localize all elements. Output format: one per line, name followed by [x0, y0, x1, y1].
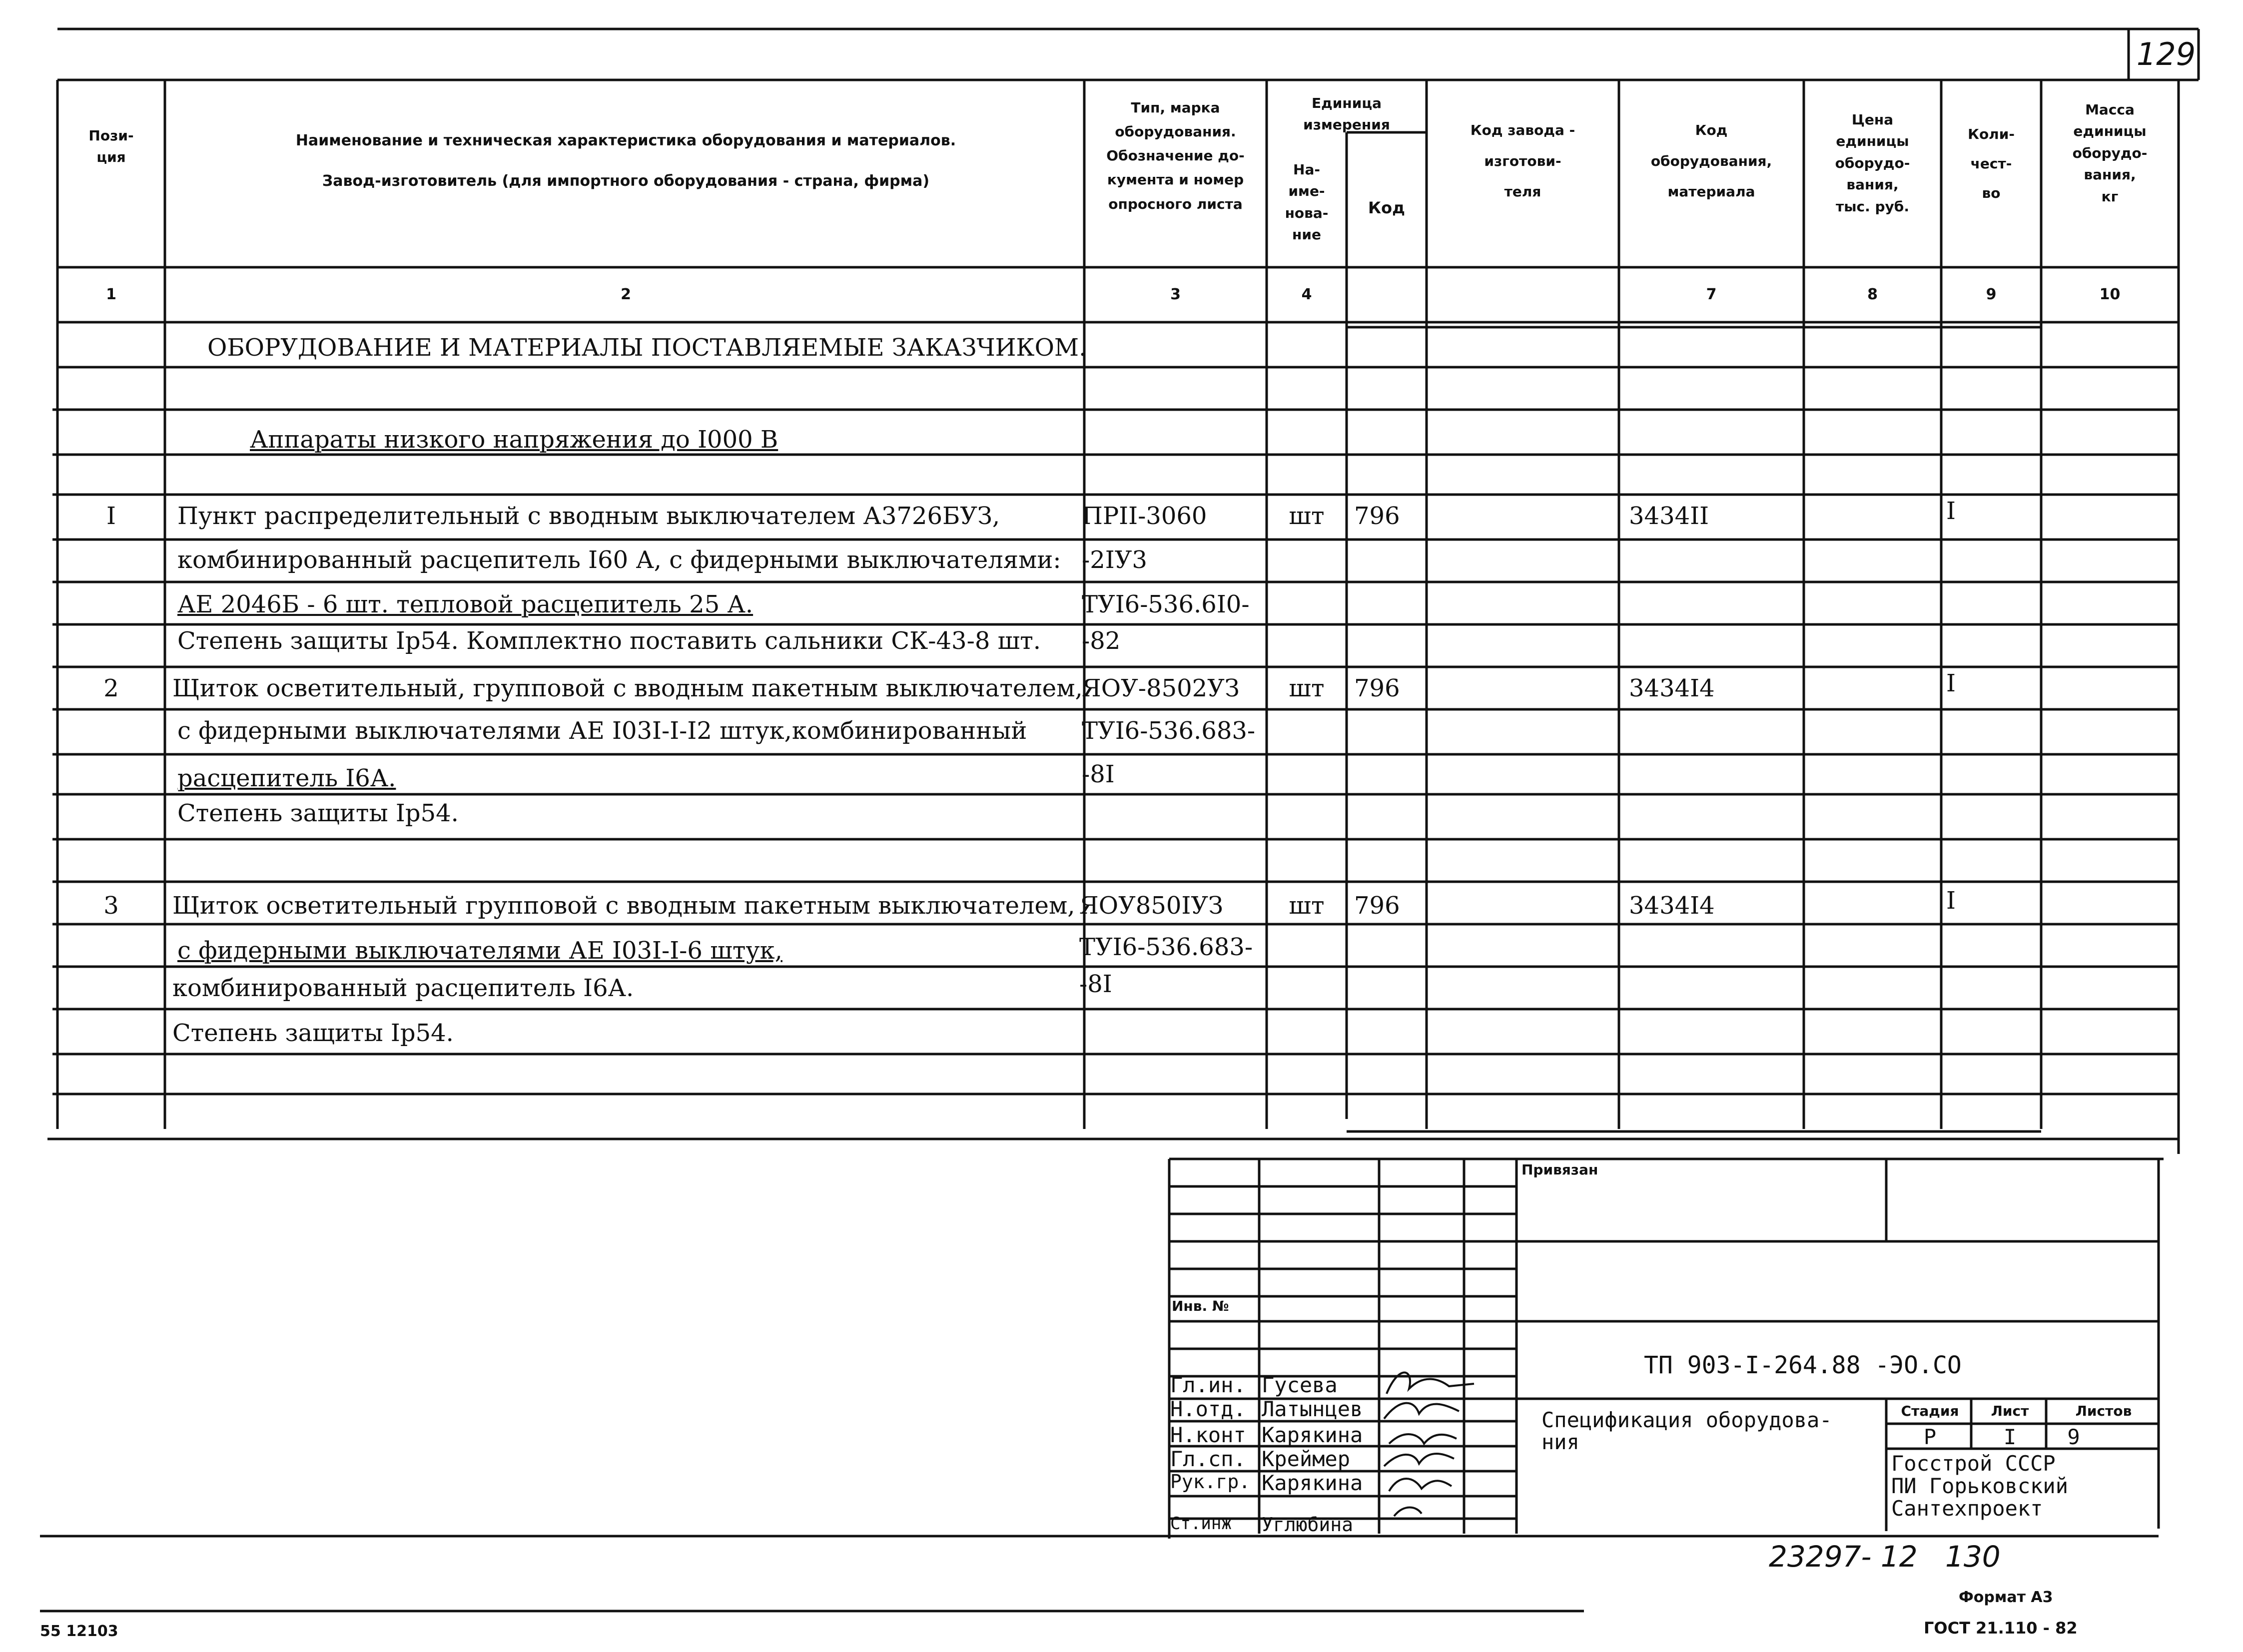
header-mass: Масса единицы оборудо- вания, кг [2072, 101, 2148, 205]
item-2-pos: 2 [103, 674, 119, 702]
header-name: Наименование и техническая характеристика оборудования и материалов. Завод-изготовитель (для импортного оборудования - страна, фирма) [295, 132, 956, 190]
section-title: ОБОРУДОВАНИЕ И МАТЕРИАЛЫ ПОСТАВЛЯЕМЫЕ ЗАКАЗЧИКОМ. [207, 334, 1087, 362]
item-2-line-1: Щиток осветительный, групповой с вводным пакетным выключателем, [172, 674, 1083, 702]
tb-name-2: Латынцев [1262, 1397, 1363, 1421]
colnum-2: 2 [621, 286, 631, 303]
tb-doc-title-1: Спецификация оборудова- [1541, 1408, 1832, 1432]
item-3-line-2: с фидерными выключателями АЕ I03I-I-6 штук, [177, 937, 782, 965]
signatures [1384, 1373, 1474, 1517]
item-1-type-2: -2IУ3 [1082, 546, 1147, 574]
item-3-line-1: Щиток осветительный групповой с вводным пакетным выключателем, [172, 892, 1075, 920]
item-1-line-1: Пункт распределительный с вводным выключателем А3726БУЗ, [177, 502, 1000, 530]
header-price: Цена единицы оборудо- вания, тыс. руб. [1835, 111, 1910, 215]
tb-sheet-label: Лист [1991, 1403, 2029, 1419]
item-3-type-3: -8I [1079, 970, 1112, 998]
item-2-type-3: -8I [1082, 760, 1115, 788]
item-2-unit-code: 796 [1354, 674, 1400, 702]
header-unit-code: Код [1368, 198, 1405, 217]
tb-org-1: Госстрой СССР [1891, 1451, 2056, 1476]
tb-sheet: I [2003, 1425, 2017, 1449]
item-1-qty: I [1946, 497, 1956, 525]
header-unit: Единица измерения [1303, 95, 1390, 133]
item-3-type-1: ЯОУ850IУЗ [1079, 892, 1223, 920]
item-1-type-1: ПРII-3060 [1082, 502, 1207, 530]
colnum-10: 10 [2099, 286, 2121, 303]
tb-sheets-label: Листов [2075, 1403, 2132, 1419]
header-type: Тип, марка оборудования. Обозначение до- кумента и номер опросного листа [1106, 99, 1245, 212]
item-1-line-3: АЕ 2046Б - 6 шт. тепловой расцепитель 25 А. [177, 590, 753, 618]
tb-doc-title-2: ния [1541, 1430, 1579, 1454]
item-2-type-1: ЯОУ-8502УЗ [1082, 674, 1240, 702]
item-1-pos: I [106, 502, 116, 530]
item-3-line-4: Степень защиты Ip54. [172, 1019, 454, 1047]
format-label: Формат А3 [1959, 1589, 2053, 1606]
sheet-number: 129 [2136, 36, 2196, 72]
gost-label: ГОСТ 21.110 - 82 [1924, 1619, 2078, 1638]
item-3-equip-code: 3434I4 [1629, 892, 1715, 920]
tb-name-5: Карякина [1262, 1471, 1363, 1495]
subsection-title: Аппараты низкого напряжения до I000 В [250, 426, 778, 454]
tb-stage: Р [1923, 1425, 1937, 1449]
item-2-line-2: с фидерными выключателями АЕ I03I-I-I2 штук,комбинированный [177, 717, 1027, 745]
header-unit-name: На- име- нова- ние [1285, 161, 1329, 243]
item-1-unit-code: 796 [1354, 502, 1400, 530]
item-1-type-4: -82 [1082, 627, 1121, 655]
handwritten-number: 23297- 12 130 [1769, 1540, 2001, 1574]
tb-role-2: Н.отд. [1170, 1397, 1246, 1421]
colnum-8: 8 [1867, 286, 1878, 303]
item-3-unit-code: 796 [1354, 892, 1400, 920]
colnum-1: 1 [106, 286, 116, 303]
tb-role-3: Н.конт [1170, 1423, 1246, 1447]
header-plant: Код завода - изготови- теля [1470, 122, 1575, 200]
item-2-line-3: расцепитель I6А. [177, 764, 396, 792]
item-3-type-2: ТУI6-536.683- [1079, 933, 1253, 961]
tb-role-5: Рук.гр. [1170, 1471, 1251, 1493]
item-3-qty: I [1946, 887, 1956, 915]
tb-sheets: 9 [2067, 1425, 2080, 1449]
colnum-3: 3 [1170, 286, 1181, 303]
colnum-4: 4 [1301, 286, 1312, 303]
item-3-pos: 3 [103, 892, 119, 920]
colnum-9: 9 [1986, 286, 1997, 303]
tb-privyazan: Привязан [1521, 1161, 1598, 1178]
colnum-7: 7 [1706, 286, 1717, 303]
item-1-line-4: Степень защиты Ip54. Комплектно поставить сальники СК-43-8 шт. [177, 627, 1041, 655]
item-1-unit-name: шт [1289, 502, 1325, 530]
item-2-type-2: ТУI6-536.683- [1082, 717, 1256, 745]
tb-org-2: ПИ Горьковский [1891, 1474, 2069, 1498]
item-2-qty: I [1946, 669, 1956, 697]
item-1-equip-code: 3434II [1629, 502, 1709, 530]
tb-name-1: Гусева [1262, 1373, 1338, 1397]
item-2-line-4: Степень защиты Ip54. [177, 799, 459, 827]
tb-role-6: Ст.инж [1170, 1514, 1232, 1534]
tb-name-4: Креймер [1262, 1447, 1351, 1471]
tb-doc-code: ТП 903-I-264.88 -ЭО.СО [1644, 1351, 1962, 1379]
tb-role-4: Гл.сп. [1170, 1447, 1246, 1471]
bottom-left-code: 55 12103 [40, 1623, 118, 1640]
item-3-unit-name: шт [1289, 892, 1325, 920]
header-qty: Коли- чест- во [1968, 126, 2015, 201]
item-3-line-3: комбинированный расцепитель I6А. [172, 974, 634, 1002]
tb-name-6: Углюбина [1262, 1514, 1354, 1534]
tb-name-3: Карякина [1262, 1423, 1363, 1447]
item-2-unit-name: шт [1289, 674, 1325, 702]
tb-role-1: Гл.ин. [1170, 1373, 1246, 1397]
header-pos: Пози- ция [88, 127, 134, 166]
item-2-equip-code: 3434I4 [1629, 674, 1715, 702]
tb-inv-no: Инв. № [1172, 1298, 1229, 1314]
item-1-type-3: ТУI6-536.6I0- [1082, 590, 1250, 618]
header-equip: Код оборудования, материала [1650, 122, 1772, 200]
tb-stage-label: Стадия [1901, 1403, 1959, 1419]
tb-org-3: Сантехпроект [1891, 1496, 2043, 1521]
item-1-line-2: комбинированный расцепитель I60 А, с фидерными выключателями: [177, 546, 1061, 574]
